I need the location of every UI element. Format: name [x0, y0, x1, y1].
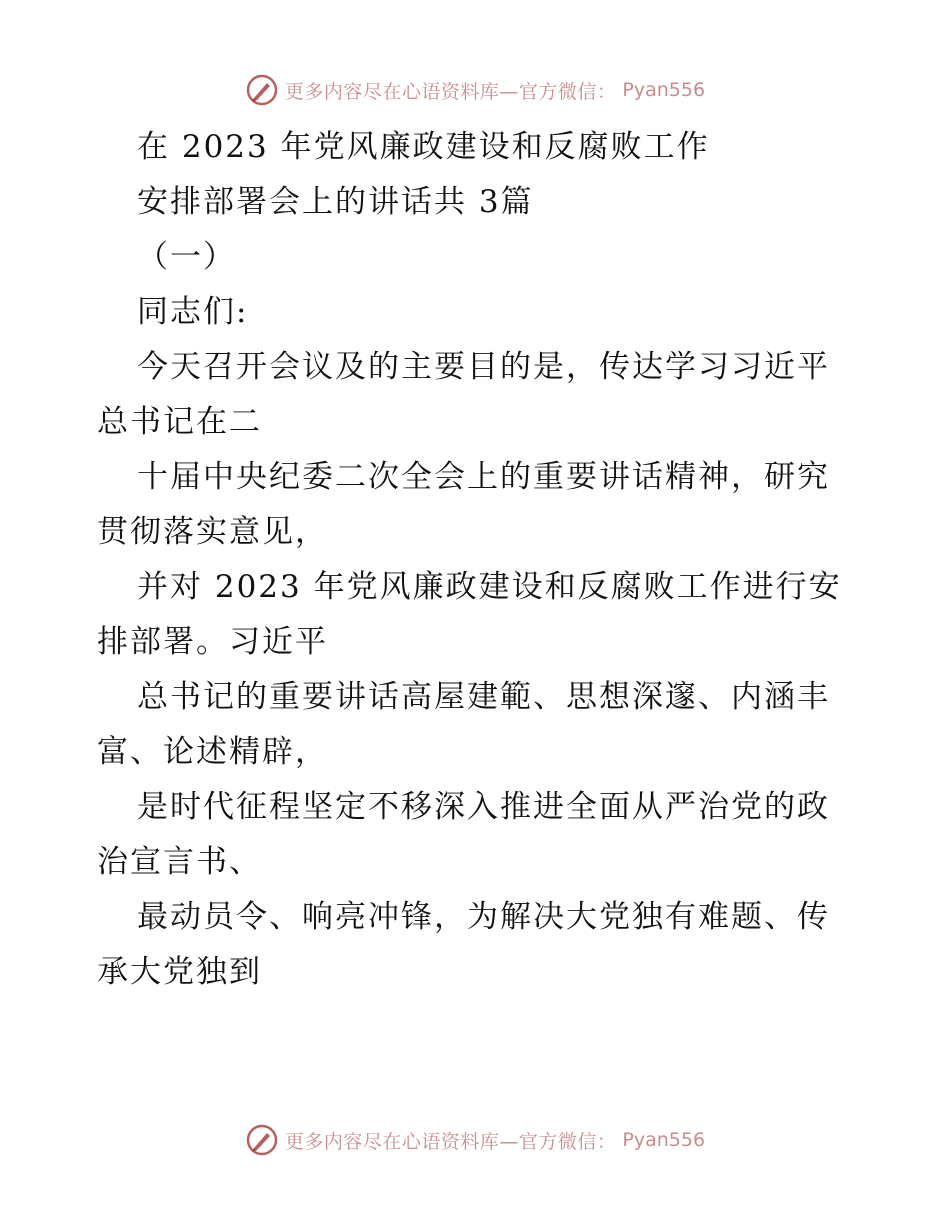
paragraph-line: 富、论述精辟， — [97, 734, 328, 770]
watermark-wechat-id: Pyan556 — [622, 1129, 706, 1151]
title-line-2: 安排部署会上的讲话共 3篇 — [137, 184, 534, 220]
paragraph-line: 并对 2023 年党风廉政建设和反腐败工作进行安 — [137, 569, 842, 605]
footer-watermark — [0, 1120, 950, 1160]
paragraph-line: 最动员令、响亮冲锋，为解决大党独有难题、传 — [137, 899, 830, 935]
paragraph-line: 治宣言书、 — [97, 844, 262, 880]
section-number: （一） — [137, 239, 236, 275]
paragraph-line: 总书记在二 — [97, 404, 262, 440]
document-body — [97, 120, 857, 1000]
paragraph-line: 总书记的重要讲话高屋建範、思想深邃、内涵丰 — [137, 679, 830, 715]
pen-logo-icon — [245, 1123, 279, 1157]
title-line-1: 在 2023 年党风廉政建设和反腐败工作 — [137, 129, 710, 165]
paragraph-line: 十届中央纪委二次全会上的重要讲话精神，研究 — [137, 459, 830, 495]
paragraph-line: 承大党独到 — [97, 954, 262, 990]
salutation: 同志们: — [137, 294, 249, 330]
pen-logo-icon — [245, 73, 279, 107]
watermark-text: 更多内容尽在心语资料库—官方微信： — [284, 80, 617, 103]
paragraph-line: 今天召开会议及的主要目的是，传达学习习近平 — [137, 349, 830, 385]
paragraph-line: 是时代征程坚定不移深入推进全面从严治党的政 — [137, 789, 830, 825]
paragraph-line: 贯彻落实意见， — [97, 514, 328, 550]
watermark-wechat-id: Pyan556 — [622, 79, 706, 101]
watermark-text: 更多内容尽在心语资料库—官方微信： — [284, 1130, 617, 1153]
header-watermark — [0, 70, 950, 110]
paragraph-line: 排部署。习近平 — [97, 624, 328, 660]
